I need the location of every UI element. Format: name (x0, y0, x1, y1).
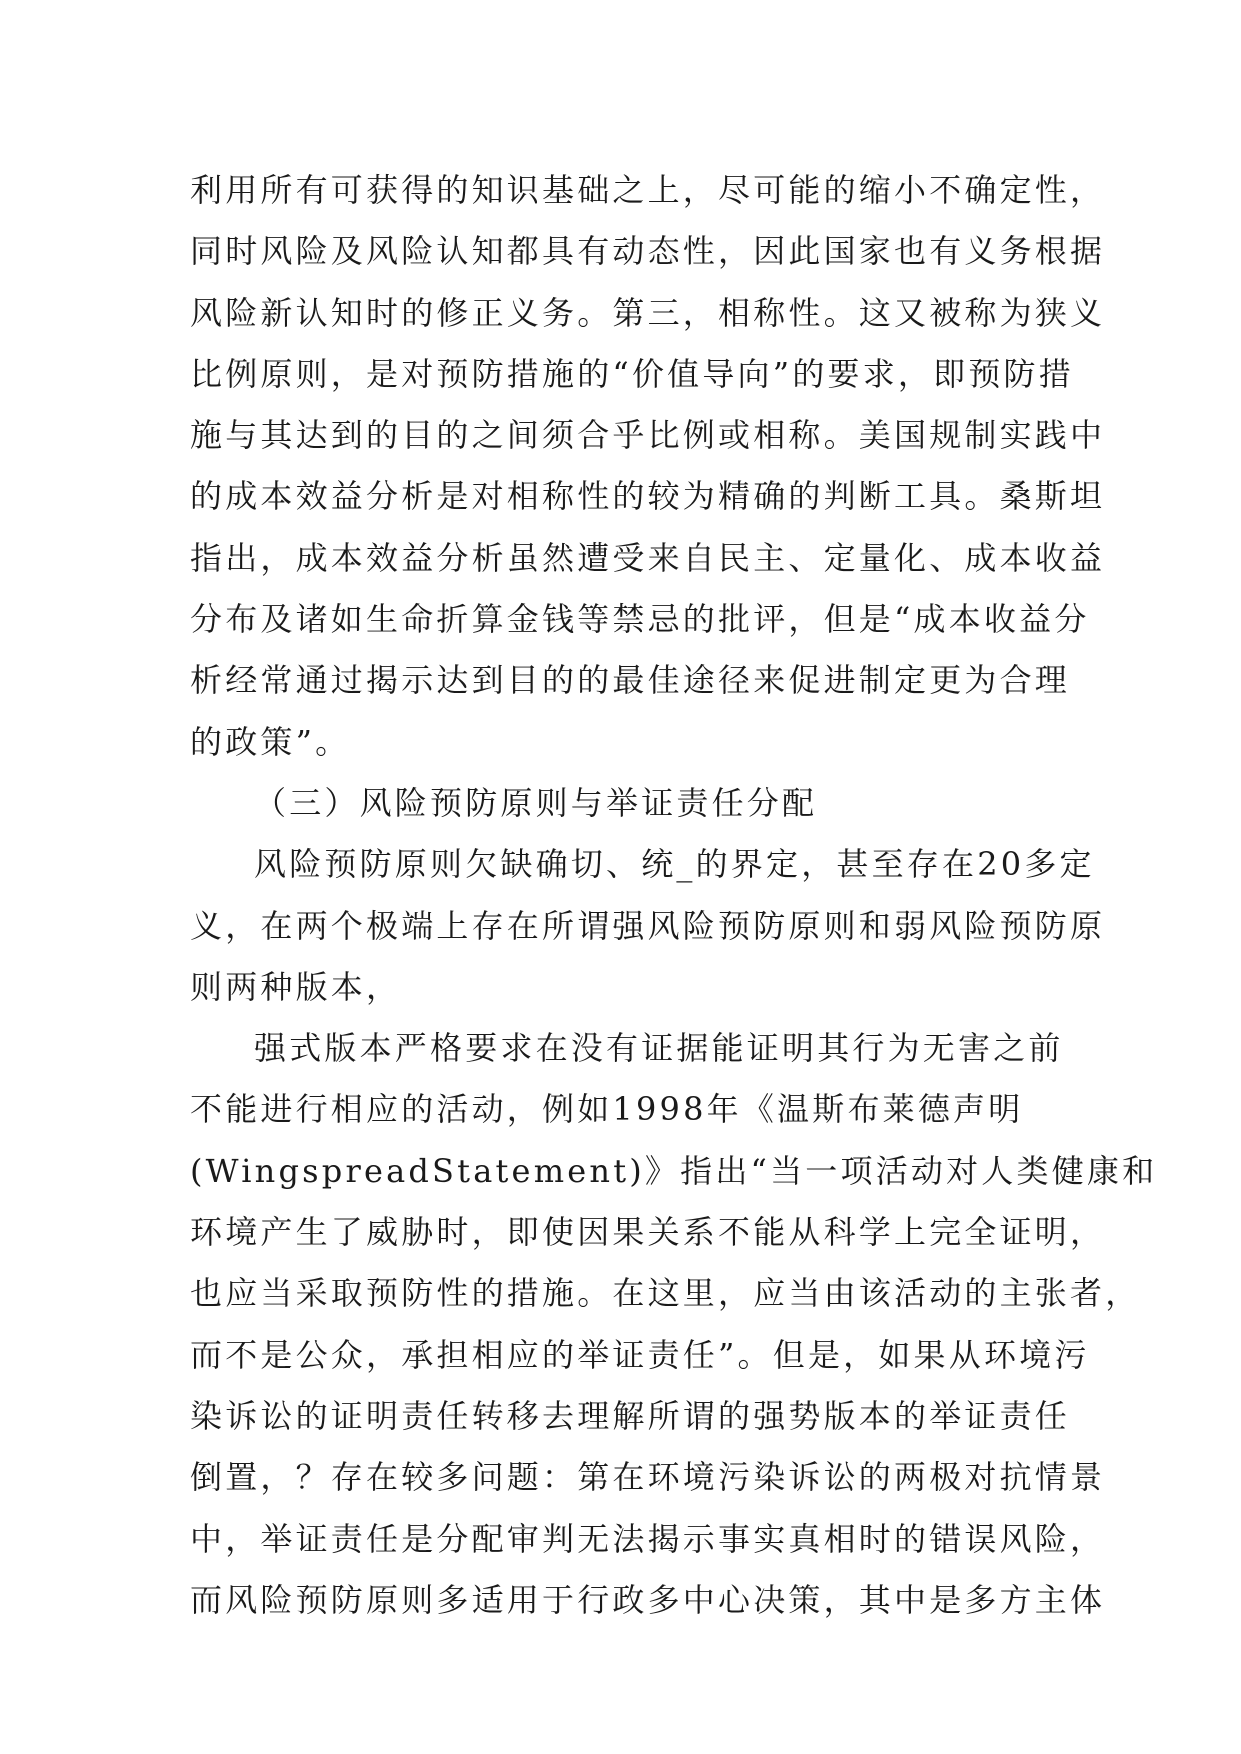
text-line: 指出，成本效益分析虽然遭受来自民主、定量化、成本收益 (190, 538, 1106, 577)
text-line: 强式版本严格要求在没有证据能证明其行为无害之前 (254, 1029, 1064, 1068)
document-body (190, 160, 1158, 1631)
text-line: 不能进行相应的活动，例如1998年《温斯布莱德声明 (190, 1090, 1024, 1129)
text-line: 析经常通过揭示达到目的的最佳途径来促进制定更为合理 (190, 661, 1071, 700)
text-line: 风险新认知时的修正义务。第三，相称性。这又被称为狭义 (190, 293, 1106, 332)
text-line: (WingspreadStatement)》指出“当一项活动对人类健康和 (190, 1151, 1158, 1190)
text-line: 也应当采取预防性的措施。在这里，应当由该活动的主张者， (190, 1274, 1141, 1313)
text-line: 施与其达到的目的之间须合乎比例或相称。美国规制实践中 (190, 416, 1106, 455)
text-line: 而不是公众，承担相应的举证责任”。但是，如果从环境污 (190, 1335, 1090, 1374)
text-line: 而风险预防原则多适用于行政多中心决策，其中是多方主体 (190, 1580, 1106, 1619)
text-line: 则两种版本， (190, 967, 402, 1006)
text-line: 风险预防原则欠缺确切、统_的界定，甚至存在20多定 (254, 845, 1095, 884)
text-line: 的政策”。 (190, 722, 351, 761)
text-line: 分布及诸如生命折算金钱等禁忌的批评，但是“成本收益分 (190, 600, 1090, 639)
section-heading: （三）风险预防原则与举证责任分配 (254, 783, 818, 822)
text-line: 环境产生了威胁时，即使因果关系不能从科学上完全证明， (190, 1213, 1106, 1252)
text-line: 的成本效益分析是对相称性的较为精确的判断工具。桑斯坦 (190, 477, 1106, 516)
text-line: 义，在两个极端上存在所谓强风险预防原则和弱风险预防原 (190, 906, 1106, 945)
text-line: 倒置，？存在较多问题：第在环境污染诉讼的两极对抗情景 (190, 1458, 1106, 1497)
text-line: 比例原则，是对预防措施的“价值导向”的要求，即预防措 (190, 354, 1074, 393)
text-line: 利用所有可获得的知识基础之上，尽可能的缩小不确定性， (190, 171, 1106, 209)
text-line: 中，举证责任是分配审判无法揭示事实真相时的错误风险， (190, 1519, 1106, 1558)
text-line: 同时风险及风险认知都具有动态性，因此国家也有义务根据 (190, 232, 1106, 271)
text-line: 染诉讼的证明责任转移去理解所谓的强势版本的举证责任 (190, 1396, 1071, 1435)
